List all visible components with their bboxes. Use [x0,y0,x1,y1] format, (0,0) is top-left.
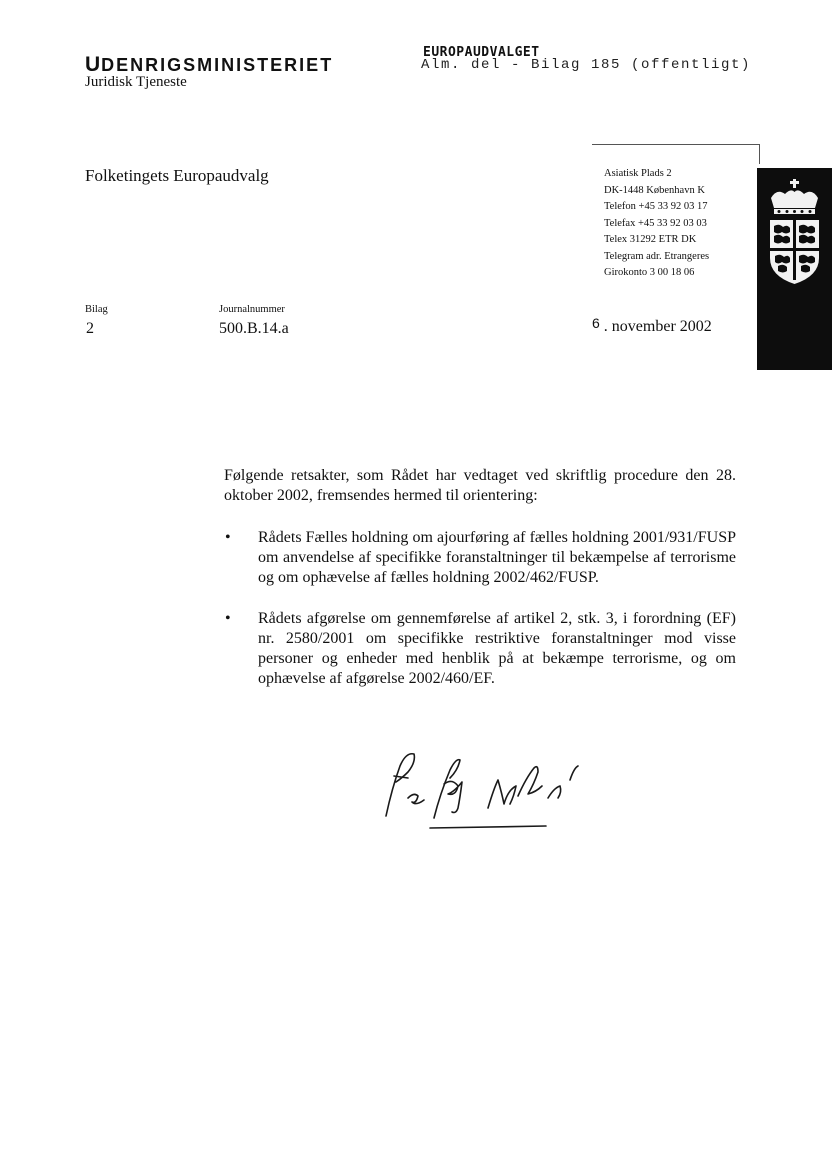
document-list [224,528,736,689]
address-line: Girokonto 3 00 18 06 [604,267,695,278]
bullet-icon: • [225,610,231,627]
journal-label: Journalnummer [219,304,285,315]
address-divider-corner [759,144,760,164]
list-item-text: Rådets afgørelse om gennemførelse af artikel 2, stk. 3, i forordning (EF) nr. 2580/2001 om specifikke restriktive foranstaltninger mod visse personer og enheder med henblik på at bekæmpe terrorisme, og om ophævelse af afgørelse 2002/460/EF. [258,610,736,687]
address-divider [592,144,760,145]
department-name: Juridisk Tjeneste [85,74,187,90]
recipient: Folketingets Europaudvalg [85,166,269,185]
handwritten-signature [378,748,588,838]
address-line: Telex 31292 ETR DK [604,234,697,245]
list-item [224,609,736,689]
bullet-icon: • [225,529,231,546]
date-month-year: . november 2002 [603,318,712,335]
crest-bar [757,168,832,370]
sender-address [604,166,709,282]
list-item [224,528,736,588]
royal-coat-of-arms-icon [757,168,832,370]
letter-body [224,466,736,710]
address-line: Telegram adr. Etrangeres [604,250,710,262]
bilag-value: 2 [86,320,94,337]
list-item-text: Rådets Fælles holdning om ajourføring af fælles holdning 2001/931/FUSP om anvendelse af specifikke foranstaltninger til bekæmpelse af terrorisme og om ophævelse af fælles holdning 2002/462/FUSP. [258,529,736,586]
letter-date [592,315,712,336]
address-line: Telefon +45 33 92 03 17 [604,201,708,212]
archive-stamp-title: EUROPAUDVALGET [423,45,540,60]
date-day: 6 [592,315,600,331]
ministry-name: UDENRIGSMINISTERIET [85,53,334,76]
address-line: Telefax +45 33 92 03 03 [604,217,707,229]
signature [378,748,588,843]
bilag-label: Bilag [85,304,108,315]
journal-number: 500.B.14.a [219,320,289,337]
archive-stamp-reference: Alm. del - Bilag 185 (offentligt) [421,57,752,73]
address-line: DK-1448 København K [604,184,705,196]
intro-paragraph: Følgende retsakter, som Rådet har vedtaget ved skriftlig procedure den 28. oktober 2002, fremsendes hermed til orientering: [224,467,736,504]
address-line: Asiatisk Plads 2 [604,168,672,179]
